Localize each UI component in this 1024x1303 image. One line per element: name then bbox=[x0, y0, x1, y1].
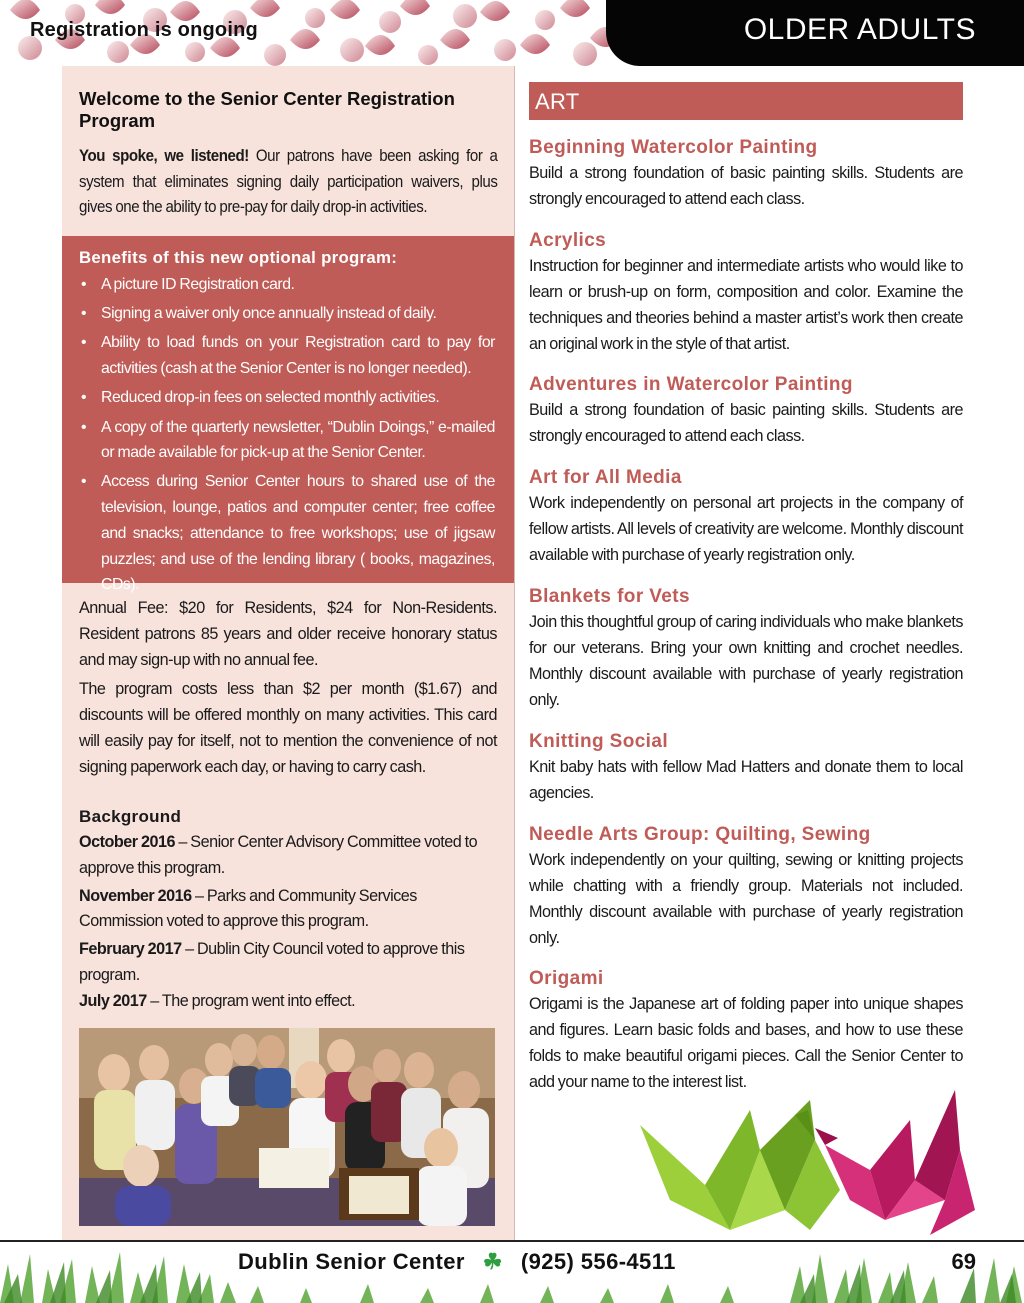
course-description: Knit baby hats with fellow Mad Hatters and donate them to local agencies. bbox=[529, 758, 963, 802]
column-divider bbox=[514, 66, 515, 1240]
course-description: Work independently on personal art projects in the company of fellow artists. All levels of creativity are welcome. Monthly discount available with purchase of yearly registration only. bbox=[529, 494, 963, 564]
background-title: Background bbox=[79, 807, 182, 826]
course-title: Adventures in Watercolor Painting bbox=[529, 374, 853, 395]
phone-number: (925) 556-4511 bbox=[520, 1249, 676, 1274]
art-section-header bbox=[529, 82, 963, 120]
registration-status-tag: Registration is ongoing bbox=[30, 19, 258, 41]
course-title: Origami bbox=[529, 968, 604, 989]
registration-panel bbox=[62, 66, 514, 1240]
fees-paragraph: Annual Fee: $20 for Residents, $24 for Non-Residents. Resident patrons 85 years and older receive honorary status and may sign-up with no annual fee. bbox=[79, 599, 497, 669]
intro-lead: You spoke, we listened! bbox=[79, 147, 249, 165]
art-section-label: ART bbox=[535, 89, 580, 114]
course-item bbox=[529, 585, 963, 714]
course-description: Work independently on your quilting, sewing or knitting projects while chatting with a friendly group. Materials not included. Monthly discount available with purchase of yearly registration only. bbox=[529, 851, 963, 947]
benefits-list bbox=[79, 272, 495, 601]
background-section bbox=[79, 806, 497, 1015]
course-title: Art for All Media bbox=[529, 467, 682, 488]
list-item: • A copy of the quarterly newsletter, “Dublin Doings,” e-mailed or made available for pick-up at the Senior Center. bbox=[81, 418, 495, 462]
intro-paragraph bbox=[79, 144, 498, 221]
footer-rule bbox=[0, 1240, 1024, 1242]
course-item bbox=[529, 136, 963, 213]
timeline-item: November 2016 – Parks and Community Services Commission voted to approve this program. bbox=[79, 886, 417, 931]
intro-title: Welcome to the Senior Center Registration Program bbox=[79, 88, 455, 131]
list-item: • Signing a waiver only once annually instead of daily. bbox=[81, 305, 437, 323]
course-title: Acrylics bbox=[529, 230, 607, 251]
list-item: • Access during Senior Center hours to shared use of the television, lounge, patios and computer center; free coffee and snacks; attendance to free workshops; use of jigsaw puzzles; and use of the lending library ( books, magazines, CDs). bbox=[81, 473, 495, 594]
page-footer bbox=[0, 1240, 1024, 1303]
footer-contact bbox=[238, 1249, 676, 1275]
group-photo bbox=[79, 1028, 495, 1226]
course-title: Knitting Social bbox=[529, 731, 668, 752]
timeline-item: February 2017 – Dublin City Council voted to approve this program. bbox=[79, 940, 465, 984]
course-item bbox=[529, 967, 963, 1096]
intro-section bbox=[79, 88, 499, 221]
course-item bbox=[529, 466, 963, 569]
list-item: • Reduced drop-in fees on selected monthly activities. bbox=[81, 389, 440, 407]
shamrock-icon: ☘ bbox=[482, 1249, 503, 1274]
benefits-title: Benefits of this new optional program: bbox=[79, 248, 398, 267]
course-item bbox=[529, 229, 963, 358]
course-item bbox=[529, 373, 963, 450]
course-title: Beginning Watercolor Painting bbox=[529, 137, 818, 158]
page-number: 69 bbox=[951, 1249, 976, 1274]
origami-crane-icon bbox=[610, 1080, 980, 1240]
course-description: Build a strong foundation of basic painting skills. Students are strongly encouraged to attend each class. bbox=[529, 164, 963, 208]
course-description: Build a strong foundation of basic painting skills. Students are strongly encouraged to attend each class. bbox=[529, 401, 963, 445]
course-item bbox=[529, 823, 963, 952]
fees-section bbox=[79, 596, 497, 781]
timeline-item: July 2017 – The program went into effect. bbox=[79, 991, 356, 1010]
list-item: • A picture ID Registration card. bbox=[81, 276, 295, 293]
course-title: Needle Arts Group: Quilting, Sewing bbox=[529, 824, 871, 845]
course-description: Join this thoughtful group of caring individuals who make blankets for our veterans. Bring your own knitting and crochet needles. Monthly discount available with purchase of yearly registration only. bbox=[529, 613, 963, 709]
benefits-box bbox=[62, 236, 514, 594]
course-item bbox=[529, 730, 963, 807]
course-title: Blankets for Vets bbox=[529, 586, 690, 607]
list-item: • Ability to load funds on your Registration card to pay for activities (cash at the Senior Center is no longer needed). bbox=[81, 334, 495, 378]
center-name: Dublin Senior Center bbox=[238, 1249, 465, 1274]
section-title: OLDER ADULTS bbox=[743, 13, 976, 46]
course-description: Origami is the Japanese art of folding paper into unique shapes and figures. Learn basic folds and bases, and how to use these folds to make beautiful origami pieces. Call the Senior Center to add your name to the interest list. bbox=[529, 995, 963, 1091]
course-description: Instruction for beginner and intermediate artists who would like to learn or brush-up on form, composition and color. Examine the techniques and theories behind a master artist’s work then create an original work in the style of that artist. bbox=[529, 257, 963, 353]
cost-paragraph: The program costs less than $2 per month ($1.67) and discounts will be offered monthly on many activities. This card will easily pay for itself, not to mention the convenience of not signing paperwork each day, or having to carry cash. bbox=[79, 680, 497, 776]
intro-text: Our patrons have been asking for a system that eliminates signing daily participation waivers, plus gives one the ability to pre-pay for daily drop-in activities. bbox=[79, 147, 498, 216]
timeline-item: October 2016 – Senior Center Advisory Committee voted to approve this program. bbox=[79, 833, 478, 877]
page-header bbox=[0, 0, 1024, 66]
